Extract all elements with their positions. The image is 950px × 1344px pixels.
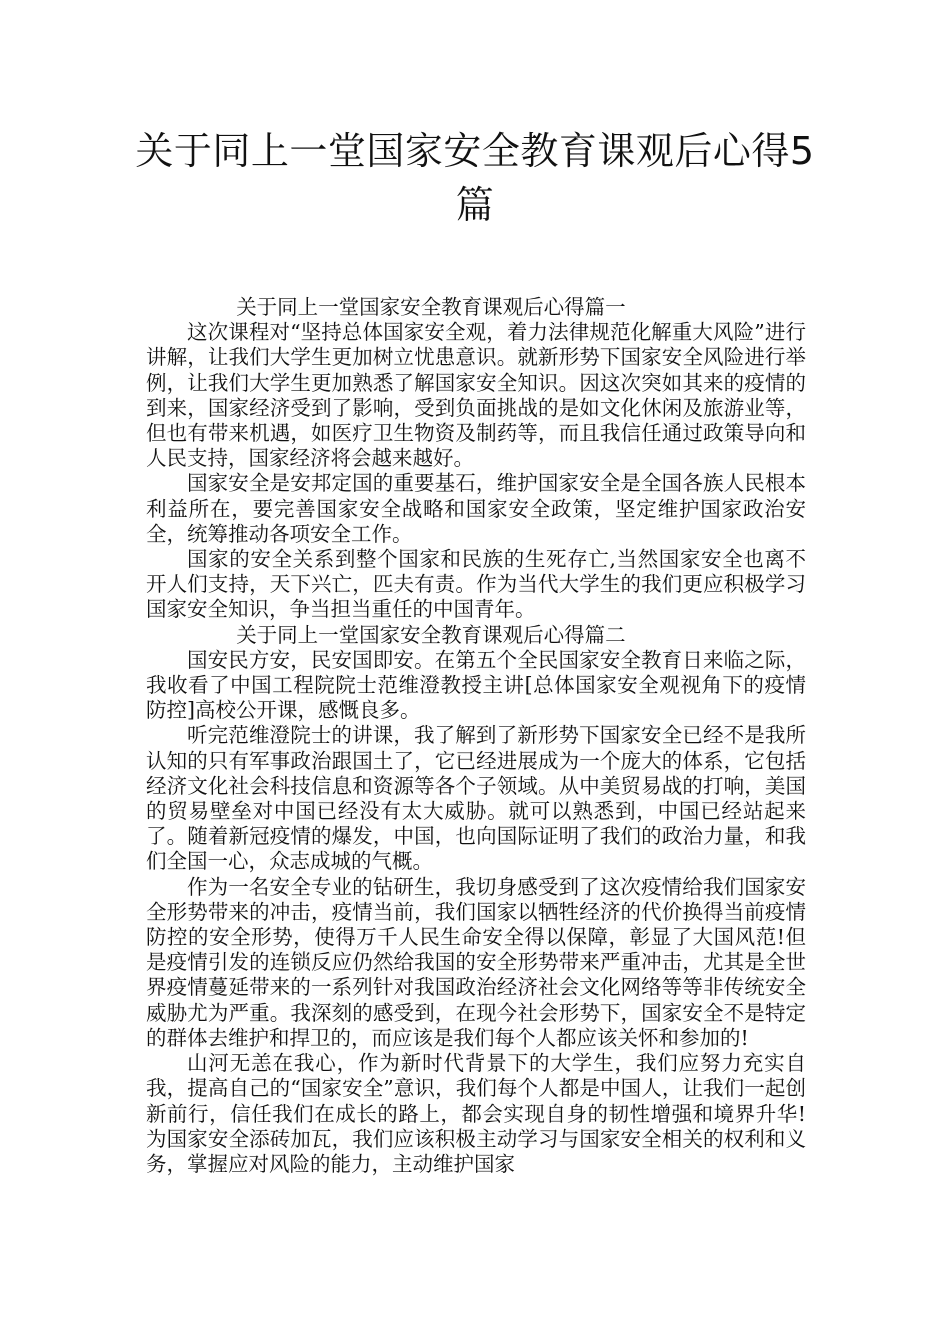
paragraph: 作为一名安全专业的钻研生，我切身感受到了这次疫情给我们国家安全形势带来的冲击，疫情当前，我们国家以牺牲经济的代价换得当前疫情防控的安全形势，使得万千人民生命安全得以保障，彰显了大国风范!但是疫情引发的连锁反应仍然给我国的安全形势带来严重冲击，尤其是全世界疫情蔓延带来的一系列针对我国政治经济社会文化网络等等非传统安全威胁尤为严重。我深刻的感受到，在现今社会形势下，国家安全不是特定的群体去维护和捍卫的，而应该是我们每个人都应该关怀和参加的! (146, 874, 806, 1050)
paragraph: 山河无恙在我心，作为新时代背景下的大学生，我们应努力充实自我，提高自己的“国家安全”意识，我们每个人都是中国人，让我们一起创新前行，信任我们在成长的路上，都会实现自身的韧性增强和境界升华!为国家安全添砖加瓦，我们应该积极主动学习与国家安全相关的权利和义务，掌握应对风险的能力，主动维护国家 (146, 1051, 806, 1176)
paragraph: 国家的安全关系到整个国家和民族的生死存亡,当然国家安全也离不开人们支持，天下兴亡，匹夫有责。作为当代大学生的我们更应积极学习国家安全知识，争当担当重任的中国青年。 (146, 547, 806, 622)
section-heading: 关于同上一堂国家安全教育课观后心得篇一 (236, 295, 626, 319)
paragraph: 国家安全是安邦定国的重要基石，维护国家安全是全国各族人民根本利益所在，要完善国家安全战略和国家安全政策，坚定维护国家政治安全，统筹推动各项安全工作。 (146, 471, 806, 546)
paragraph: 这次课程对“坚持总体国家安全观，着力法律规范化解重大风险”进行讲解，让我们大学生更加树立忧患意识。就新形势下国家安全风险进行举例，让我们大学生更加熟悉了解国家安全知识。因这次突如其来的疫情的到来，国家经济受到了影响，受到负面挑战的是如文化休闲及旅游业等，但也有带来机遇，如医疗卫生物资及制药等，而且我信任通过政策导向和人民支持，国家经济将会越来越好。 (146, 320, 806, 471)
section-heading: 关于同上一堂国家安全教育课观后心得篇二 (236, 622, 626, 647)
paragraph: 听完范维澄院士的讲课，我了解到了新形势下国家安全已经不是我所认知的只有军事政治跟国土了，它已经进展成为一个庞大的体系，它包括经济文化社会科技信息和资源等各个子领域。从中美贸易战的打响，美国的贸易壁垒对中国已经没有太大威胁。就可以熟悉到，中国已经站起来了。随着新冠疫情的爆发，中国，也向国际证明了我们的政治力量，和我们全国一心，众志成城的气概。 (146, 723, 806, 874)
document-title: 关于同上一堂国家安全教育课观后心得5篇 (135, 129, 815, 227)
document-body (146, 295, 806, 1177)
paragraph: 国安民方安，民安国即安。在第五个全民国家安全教育日来临之际，我收看了中国工程院院士范维澄教授主讲[总体国家安全观视角下的疫情防控]高校公开课，感慨良多。 (146, 647, 806, 723)
